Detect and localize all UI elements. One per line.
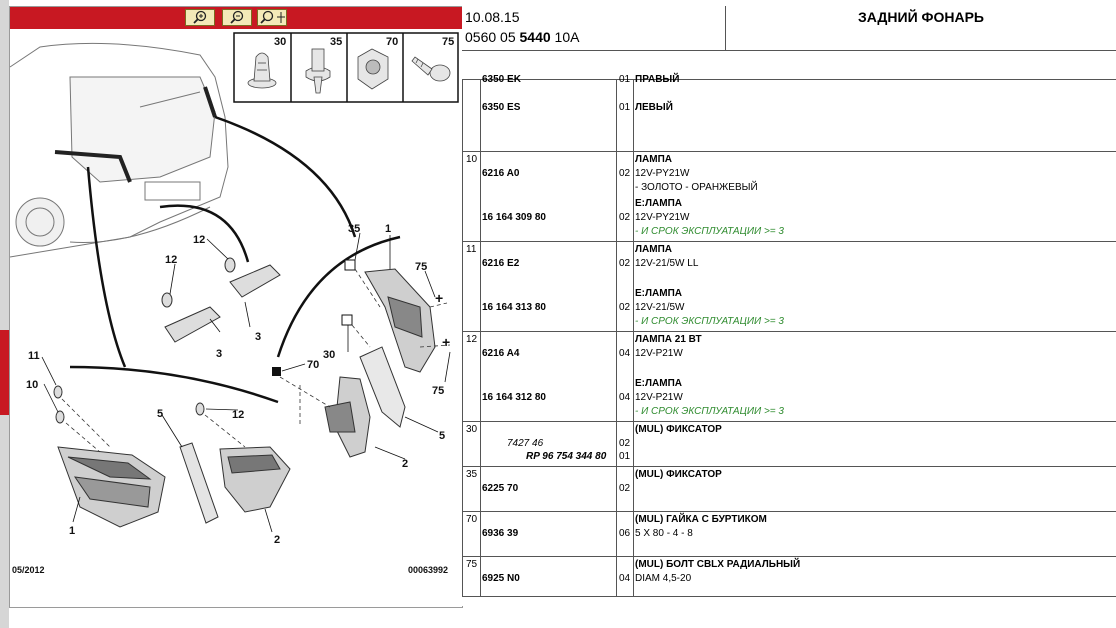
- callout-number: 1: [385, 223, 392, 235]
- row-name: ЛЕВЫЙ: [635, 102, 673, 113]
- row-qty: 06: [619, 528, 631, 539]
- row-name: (MUL) ФИКСАТОР: [635, 424, 722, 435]
- row-ref-alt: 16 164 309 80: [482, 212, 546, 223]
- row-qty-alt: 02: [619, 302, 631, 313]
- callout-number: 5: [439, 430, 446, 442]
- row-condition: - И СРОК ЭКСПЛУАТАЦИИ >= 3: [635, 316, 784, 327]
- callout-number: 3: [255, 331, 262, 343]
- window-red-tab: [0, 330, 9, 415]
- row-qty: 04: [619, 573, 631, 584]
- fastener-label: 70: [386, 36, 399, 48]
- callout-number: 2: [274, 534, 281, 546]
- exploded-diagram[interactable]: [10, 7, 462, 607]
- diagram-image-code: 00063992: [408, 565, 449, 575]
- header-code-prefix: 0560 05: [465, 29, 516, 45]
- row-ref-alt: 16 164 313 80: [482, 302, 546, 313]
- row-qty-alt: 02: [619, 212, 631, 223]
- row-ref: 6350 ES: [482, 102, 521, 113]
- parts-table[interactable]: [462, 74, 1116, 606]
- row-condition: - И СРОК ЭКСПЛУАТАЦИИ >= 3: [635, 226, 784, 237]
- row-ref: 6216 E2: [482, 258, 520, 269]
- row-name-alt: E:ЛАМПА: [635, 198, 682, 209]
- row-desc: - ЗОЛОТО - ОРАНЖЕВЫЙ: [635, 182, 758, 193]
- svg-text:+: +: [442, 334, 451, 350]
- row-replacement: RP 96 754 344 80: [526, 451, 607, 462]
- callout-number: 11: [28, 350, 40, 362]
- table-row[interactable]: [462, 242, 1116, 332]
- diagram-panel[interactable]: [9, 6, 463, 608]
- table-row[interactable]: [462, 422, 1116, 467]
- zoom-out-icon: [223, 10, 251, 25]
- callout-number: 12: [193, 234, 206, 246]
- row-name: ЛАМПА 21 ВТ: [635, 334, 702, 345]
- row-ref-alt: 16 164 312 80: [482, 392, 546, 403]
- row-desc: 12V-P21W: [635, 392, 683, 403]
- header-spacer: [462, 50, 1116, 80]
- svg-text:+: +: [435, 290, 444, 306]
- table-row[interactable]: [462, 74, 1116, 152]
- bulb-holders-left: [54, 258, 280, 423]
- callout-number: 75: [415, 261, 428, 273]
- row-name: (MUL) ФИКСАТОР: [635, 469, 722, 480]
- table-row[interactable]: [462, 152, 1116, 242]
- fastener-label: 30: [274, 36, 287, 48]
- row-desc: 12V-PY21W: [635, 212, 690, 223]
- row-desc: 12V-21/5W LL: [635, 258, 699, 269]
- callout-number: 70: [307, 359, 320, 371]
- row-ref: 6216 A0: [482, 168, 520, 179]
- row-desc: DIAM 4,5-20: [635, 573, 692, 584]
- callout-number: 12: [165, 254, 178, 266]
- page-title: ЗАДНИЙ ФОНАРЬ: [858, 9, 984, 25]
- callout-number: 12: [232, 409, 245, 421]
- row-desc: 12V-PY21W: [635, 168, 690, 179]
- row-position: 75: [466, 559, 478, 570]
- callout-number: 10: [26, 379, 39, 391]
- zoom-move-icon: [258, 10, 286, 25]
- row-position: 35: [466, 469, 478, 480]
- callout-number: 1: [69, 525, 76, 537]
- row-condition: - И СРОК ЭКСПЛУАТАЦИИ >= 3: [635, 406, 784, 417]
- car-rear-illustration: [10, 43, 228, 257]
- lamp-left-outer: [58, 447, 165, 527]
- parts-panel: [462, 6, 1116, 606]
- parts-header: [462, 6, 1116, 51]
- row-name: ЛАМПА: [635, 244, 672, 255]
- row-ref: 7427 46: [507, 438, 544, 449]
- row-qty: 01: [619, 102, 631, 113]
- row-position: 30: [466, 424, 478, 435]
- row-qty: 02: [619, 438, 631, 449]
- zoom-in-icon: [186, 10, 214, 25]
- callout-number: 30: [323, 349, 336, 361]
- row-qty: 04: [619, 348, 631, 359]
- row-ref: 6225 70: [482, 483, 519, 494]
- row-position: 11: [466, 244, 477, 255]
- header-date: 10.08.15: [465, 9, 520, 25]
- zoom-move-button[interactable]: [257, 9, 287, 26]
- row-ref: 6936 39: [482, 528, 519, 539]
- callout-number: 75: [432, 385, 445, 397]
- lamp-right-assembly: [325, 269, 435, 457]
- row-qty-alt: 01: [619, 451, 631, 462]
- row-qty-alt: 04: [619, 392, 631, 403]
- callout-number: 3: [216, 348, 223, 360]
- row-position: 10: [466, 154, 478, 165]
- row-name: ЛАМПА: [635, 154, 672, 165]
- diagram-toolbar: [10, 7, 462, 29]
- zoom-out-button[interactable]: [222, 9, 252, 26]
- lamp-left-reflector: [180, 443, 218, 523]
- row-qty: 02: [619, 258, 631, 269]
- row-desc: 5 X 80 - 4 - 8: [635, 528, 693, 539]
- row-name-alt: E:ЛАМПА: [635, 288, 682, 299]
- zoom-in-button[interactable]: [185, 9, 215, 26]
- callout-number: 5: [157, 408, 164, 420]
- row-partial-name: ПРАВЫЙ: [635, 74, 680, 85]
- header-code-bold: 5440: [519, 29, 551, 45]
- row-ref: 6925 N0: [482, 573, 520, 584]
- row-name: (MUL) ГАЙКА С БУРТИКОМ: [635, 514, 767, 525]
- row-position: 12: [466, 334, 478, 345]
- callout-number: 2: [402, 458, 409, 470]
- lamp-left-inner: [220, 447, 290, 512]
- fastener-label: 35: [330, 36, 343, 48]
- row-ref: 6216 A4: [482, 348, 520, 359]
- diagram-date-code: 05/2012: [12, 565, 45, 575]
- row-partial-qty: 01: [619, 74, 631, 85]
- table-row[interactable]: [462, 557, 1116, 597]
- row-name: (MUL) БОЛТ CBLX РАДИАЛЬНЫЙ: [635, 559, 801, 570]
- row-desc: 12V-P21W: [635, 348, 683, 359]
- row-position: 70: [466, 514, 478, 525]
- header-meta: [462, 6, 726, 50]
- row-partial-ref: 6350 EK: [482, 74, 521, 85]
- header-code: [465, 29, 579, 45]
- row-qty: 02: [619, 168, 631, 179]
- row-desc: 12V-21/5W: [635, 302, 685, 313]
- row-qty: 02: [619, 483, 631, 494]
- table-row[interactable]: [462, 332, 1116, 422]
- table-row[interactable]: [462, 512, 1116, 557]
- callout-number: 35: [348, 223, 361, 235]
- fastener-label: 75: [442, 36, 455, 48]
- window-left-edge: [0, 0, 9, 628]
- row-name-alt: E:ЛАМПА: [635, 378, 682, 389]
- header-code-suffix: 10A: [554, 29, 580, 45]
- table-row[interactable]: [462, 467, 1116, 512]
